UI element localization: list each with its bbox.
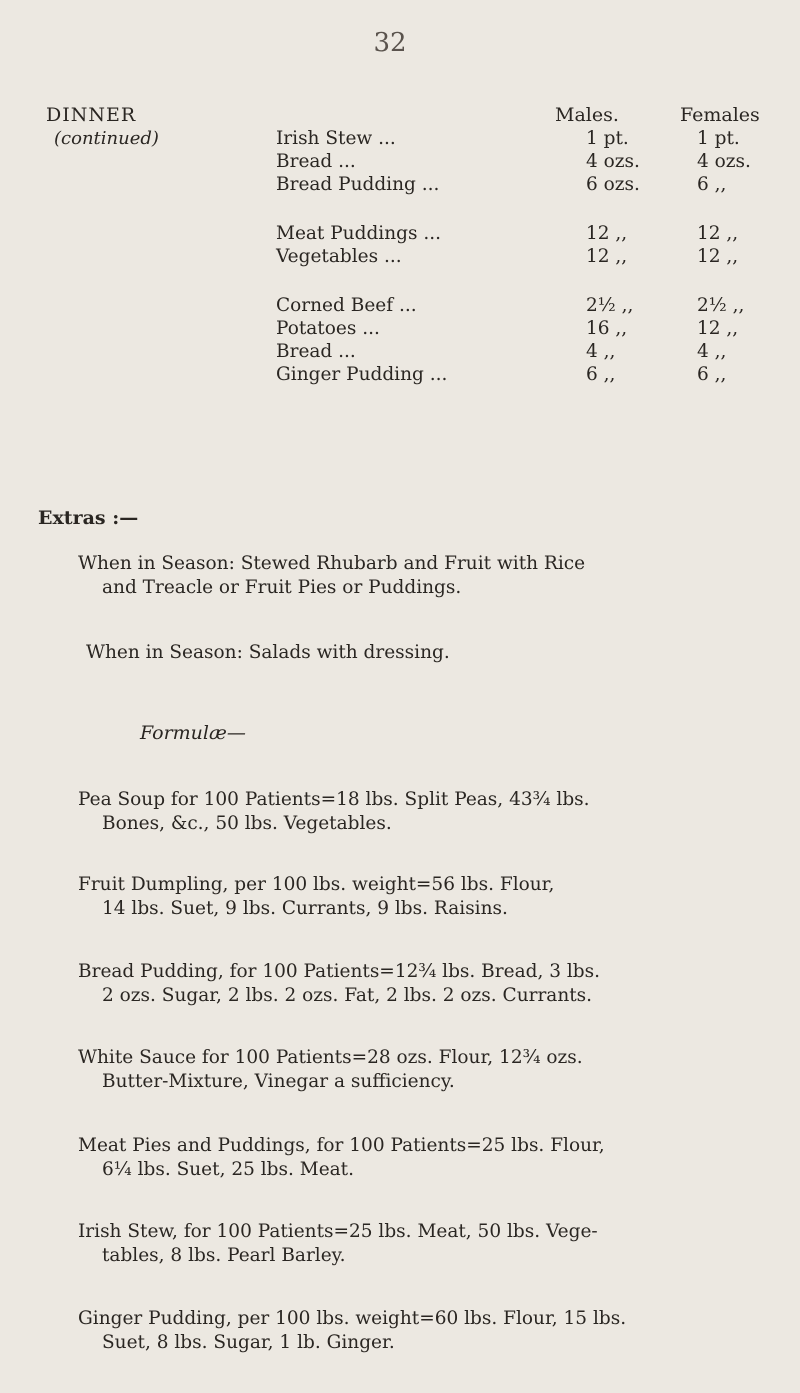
season-note-line: When in Season: Stewed Rhubarb and Fruit with Rice: [78, 553, 586, 574]
formula-line: Bread Pudding, for 100 Patients=12¾ lbs. Bread, 3 lbs.: [78, 961, 600, 982]
males-amount: 2½ ,,: [586, 295, 634, 316]
menu-row: [276, 174, 776, 197]
extras-heading: Extras :—: [38, 507, 139, 529]
males-amount: 1 pt.: [586, 128, 629, 149]
formula-line: tables, 8 lbs. Pearl Barley.: [102, 1245, 346, 1266]
continued-label: [54, 128, 159, 149]
continued-text: (continued): [54, 128, 159, 149]
formula-line: Ginger Pudding, per 100 lbs. weight=60 lbs. Flour, 15 lbs.: [78, 1308, 627, 1329]
menu-item-name: Irish Stew ...: [276, 128, 396, 149]
formula-line: 14 lbs. Suet, 9 lbs. Currants, 9 lbs. Raisins.: [102, 898, 508, 919]
formula-line: Suet, 8 lbs. Sugar, 1 lb. Ginger.: [102, 1332, 395, 1353]
females-amount: 2½ ,,: [697, 295, 745, 316]
males-amount: 6 ,,: [586, 364, 616, 385]
menu-row: [276, 364, 776, 387]
formula-line: Butter-Mixture, Vinegar a sufficiency.: [102, 1071, 455, 1092]
dinner-heading: DINNER: [46, 104, 137, 126]
females-amount: 12 ,,: [697, 223, 739, 244]
menu-item-name: Vegetables ...: [276, 246, 402, 267]
formula-meat-pies: [78, 1134, 783, 1182]
males-amount: 16 ,,: [586, 318, 628, 339]
menu-item-name: Corned Beef ...: [276, 295, 417, 316]
females-amount: 12 ,,: [697, 318, 739, 339]
menu-item-name: Potatoes ...: [276, 318, 380, 339]
formula-line: Pea Soup for 100 Patients=18 lbs. Split Peas, 43¾ lbs.: [78, 789, 590, 810]
formula-white-sauce: [78, 1046, 783, 1094]
males-amount: 6 ozs.: [586, 174, 640, 195]
menu-item-name: Bread ...: [276, 151, 356, 172]
females-amount: 4 ,,: [697, 341, 727, 362]
formula-line: White Sauce for 100 Patients=28 ozs. Flour, 12¾ ozs.: [78, 1047, 583, 1068]
menu-group-1: [276, 128, 776, 197]
column-header-females: Females: [680, 104, 760, 126]
column-header-males: Males.: [555, 104, 619, 126]
formula-line: Bones, &c., 50 lbs. Vegetables.: [102, 813, 392, 834]
menu-row: [276, 128, 776, 151]
males-amount: 4 ozs.: [586, 151, 640, 172]
males-amount: 4 ,,: [586, 341, 616, 362]
formula-line: 6¼ lbs. Suet, 25 lbs. Meat.: [102, 1159, 354, 1180]
formula-bread-pudding: [78, 960, 783, 1008]
menu-row: [276, 223, 776, 246]
females-amount: 6 ,,: [697, 364, 727, 385]
formula-pea-soup: [78, 788, 783, 836]
season-note-salads: [86, 641, 791, 665]
menu-group-3: [276, 295, 776, 387]
menu-row: [276, 341, 776, 364]
formula-fruit-dumpling: [78, 873, 783, 921]
menu-item-name: Bread Pudding ...: [276, 174, 440, 195]
menu-table: [276, 128, 776, 413]
menu-item-name: Meat Puddings ...: [276, 223, 441, 244]
menu-item-name: Bread ...: [276, 341, 356, 362]
menu-row: [276, 295, 776, 318]
males-amount: 12 ,,: [586, 223, 628, 244]
formula-line: Fruit Dumpling, per 100 lbs. weight=56 lbs. Flour,: [78, 874, 555, 895]
formula-line: Meat Pies and Puddings, for 100 Patients=25 lbs. Flour,: [78, 1135, 605, 1156]
season-note-line: and Treacle or Fruit Pies or Puddings.: [102, 577, 462, 598]
females-amount: 12 ,,: [697, 246, 739, 267]
females-amount: 6 ,,: [697, 174, 727, 195]
formula-ginger-pudding: [78, 1307, 783, 1355]
females-amount: 4 ozs.: [697, 151, 751, 172]
page-number: 32: [373, 28, 407, 58]
menu-row: [276, 151, 776, 174]
formulae-heading: Formulæ—: [140, 722, 246, 744]
formula-line: Irish Stew, for 100 Patients=25 lbs. Meat, 50 lbs. Vege-: [78, 1221, 598, 1242]
menu-item-name: Ginger Pudding ...: [276, 364, 448, 385]
formula-irish-stew: [78, 1220, 783, 1268]
formula-line: 2 ozs. Sugar, 2 lbs. 2 ozs. Fat, 2 lbs. 2 ozs. Currants.: [102, 985, 593, 1006]
season-note-fruit: [78, 552, 783, 600]
females-amount: 1 pt.: [697, 128, 740, 149]
menu-group-2: [276, 223, 776, 269]
males-amount: 12 ,,: [586, 246, 628, 267]
season-note-line: When in Season: Salads with dressing.: [86, 642, 450, 663]
menu-row: [276, 318, 776, 341]
menu-row: [276, 246, 776, 269]
